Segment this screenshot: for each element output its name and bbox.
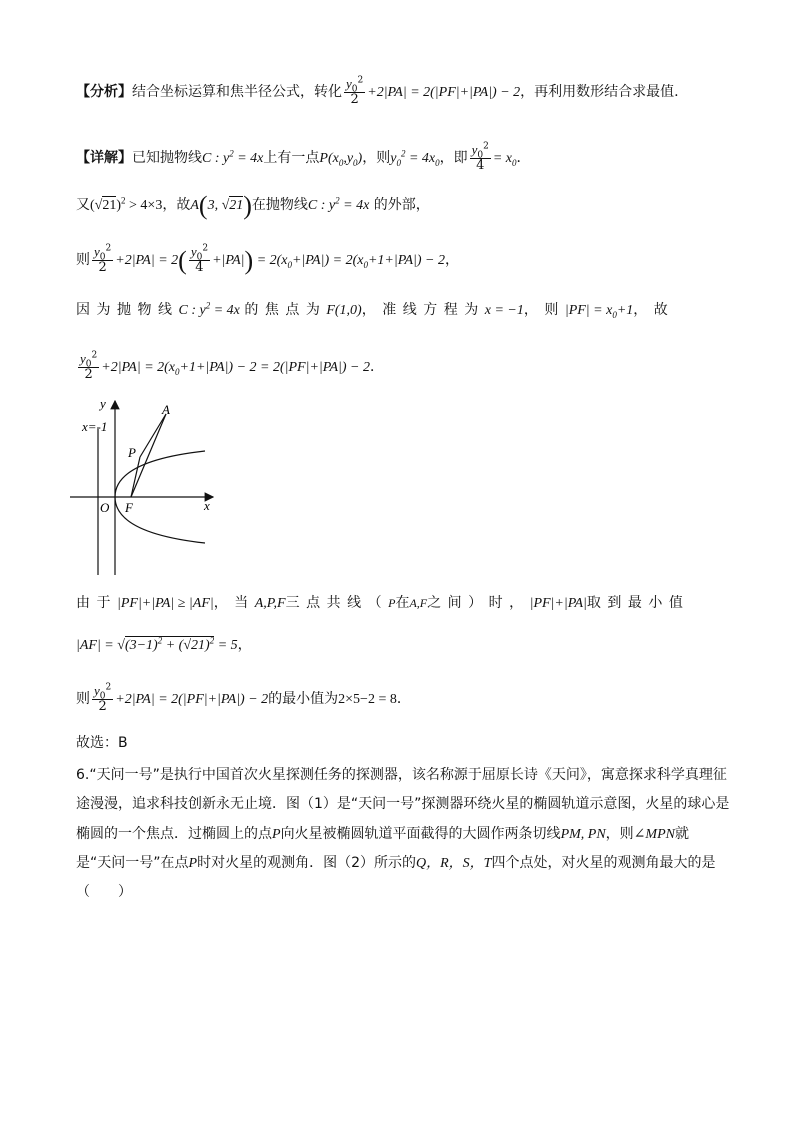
formula: $+|PA|) = 2(x_0+|PA|) = 2(x_0+1+|PA|) - 2$ [212, 245, 445, 275]
formula: C : $y^2 = 4x$ [178, 300, 240, 318]
text: 的外部， [373, 197, 430, 213]
text: 三点共线（ [285, 595, 389, 611]
text: 由于 [76, 595, 117, 611]
detail-line: 【详解】已知抛物线C : $y^2 = 4x$上有一点$P(x_0,y_0)$，则$y_0^2 = 4x_0$，即 $\frac{y_0^2}{4}$ = $x_0$． [76, 141, 531, 173]
directrix-label: x=-1 [82, 419, 108, 434]
text: ，故 [633, 302, 675, 318]
formula: $\frac{y_0^2}{4}$ [471, 141, 489, 173]
analysis-tag: 【分析】 [76, 84, 132, 100]
formula: $+2|PA| = 2(x_0+1+|PA|) - 2 = 2(|PF|+|PA|) - 2$ [101, 360, 370, 377]
formula: F(1,0) [326, 303, 362, 318]
answer-line: 故选：B [76, 735, 128, 751]
formula: $\frac{y_0^2}{4}$ [190, 243, 209, 275]
text: 则 [76, 691, 90, 707]
line-3 [76, 190, 724, 220]
question-line [76, 852, 724, 875]
text: 是“天问一号”在点 [76, 855, 189, 871]
line-4: 则 $\frac{y_0^2}{2}$ +2|PA| = 2( $\frac{y_0^2}{4}$ $+|PA|) = 2(x_0+|PA|) = 2(x_0+1+|PA|) - 2$， [76, 243, 459, 275]
axis-x-label: x [204, 498, 210, 513]
formula: $\frac{y_0^2}{2}$ [346, 75, 364, 107]
formula: |PF|+|PA| [529, 596, 587, 611]
analysis-text: 结合坐标运算和焦半径公式，转化 [132, 84, 342, 100]
text: 之间）时， [427, 595, 530, 611]
text: 向火星被椭圆轨道平面截得的大圆作两条切线 [280, 826, 561, 842]
text: ，准线方程为 [361, 302, 485, 318]
formula: P [272, 827, 281, 842]
text: 因为抛物线 [76, 302, 179, 318]
formula: C : $y^2 = 4x$ [307, 195, 370, 213]
text: 的最小值为 [268, 691, 339, 707]
formula: |PF|+|PA| ≥ |AF| [117, 596, 214, 611]
formula: $y_0^2 = 4x_0$ [390, 148, 440, 168]
formula: $\frac{y_0^2}{2}$ [94, 682, 112, 714]
text: ，故 [162, 197, 191, 213]
text: 取到最小值 [586, 595, 690, 611]
point-p-label: P [128, 445, 136, 460]
formula: P [188, 856, 198, 871]
formula: $\frac{y_0^2}{2}$ [94, 243, 112, 275]
segment-af [131, 414, 166, 497]
formula: $|PF| = x_0+1$ [564, 303, 634, 320]
question-line: 途漫漫，追求科技创新永无止境．图（1）是“天问一号”探测器环绕火星的椭圆轨道示意图，火星的球心是 [76, 796, 730, 812]
formula: $|AF| = √(3-1)^2 + (√21)^2 = 5$ [76, 635, 238, 653]
text: 椭圆的一个焦点．过椭圆上的点 [76, 826, 272, 842]
text: 的焦点为 [244, 302, 327, 318]
question-line [76, 823, 724, 846]
detail-tag: 【详解】 [76, 150, 132, 166]
text: 在 [395, 595, 410, 611]
point-a-label: A [162, 402, 170, 417]
line-8: $|AF| = √(3-1)^2 + (√21)^2 = 5$， [76, 635, 252, 653]
line-5 [76, 299, 724, 322]
formula: P [388, 596, 396, 610]
text: 在抛物线 [251, 197, 308, 213]
formula: $(√21)^2 > 4\times 3$ [90, 195, 163, 213]
formula: C : $y^2 = 4x$ [202, 148, 264, 166]
formula: A,P,F [254, 596, 286, 611]
analysis-line [76, 77, 724, 107]
focus-label: F [125, 500, 133, 515]
text: 就 [674, 826, 689, 842]
formula: +2|PA| = 2(|PF|+|PA|) − 2 [115, 692, 269, 707]
text: ，则 [605, 826, 634, 842]
question-line: （ ） [76, 884, 132, 900]
text: 四个点处，对火星的观测角最大的是 [491, 855, 716, 871]
analysis-text: ，再利用数形结合求最值. [520, 84, 679, 100]
formula: $\frac{y_0^2}{2}$ [80, 350, 98, 382]
detail-text: ，则 [362, 150, 391, 166]
text: 时对火星的观测角．图（2）所示的 [197, 855, 416, 871]
origin-label: O [100, 500, 110, 515]
formula: = $x_0$ [492, 151, 517, 168]
formula: x = −1 [484, 303, 524, 318]
formula: +2|PA| = 2( [115, 245, 187, 275]
axis-y-label: y [100, 396, 106, 411]
formula: A,F [409, 596, 428, 610]
detail-text: ，即 [439, 150, 468, 166]
line-7 [76, 592, 724, 615]
formula: ∠MPN [633, 827, 675, 842]
text: 则 [76, 252, 90, 268]
formula: +2|PA| = 2(|PF|+|PA|) − 2 [367, 85, 521, 100]
detail-text: 已知抛物线 [132, 150, 202, 166]
formula: 2×5−2 = 8 [338, 692, 397, 707]
question-line: 6.“天问一号”是执行中国首次火星探测任务的探测器，该名称源于屈原长诗《天问》，寓意探求科学真理征 [76, 767, 727, 783]
detail-text: 上有一点 [263, 150, 320, 166]
text: ，则 [523, 302, 565, 318]
formula: $P(x_0,y_0)$ [319, 151, 363, 168]
formula: PM, PN [560, 827, 606, 842]
segment-pf [131, 457, 140, 497]
text: ，当 [213, 595, 255, 611]
line-9: 则 $\frac{y_0^2}{2}$ +2|PA| = 2(|PF|+|PA|) − 2的最小值为2×5−2 = 8． [76, 682, 411, 714]
parabola-figure [70, 393, 220, 578]
formula: Q，R，S，T [416, 856, 492, 871]
text: 又 [76, 197, 90, 213]
segment-pa [140, 414, 166, 457]
formula: A(3, √21) [190, 190, 252, 220]
line-6: $\frac{y_0^2}{2}$ $+2|PA| = 2(x_0+1+|PA|) - 2 = 2(|PF|+|PA|) - 2$． [80, 350, 384, 382]
